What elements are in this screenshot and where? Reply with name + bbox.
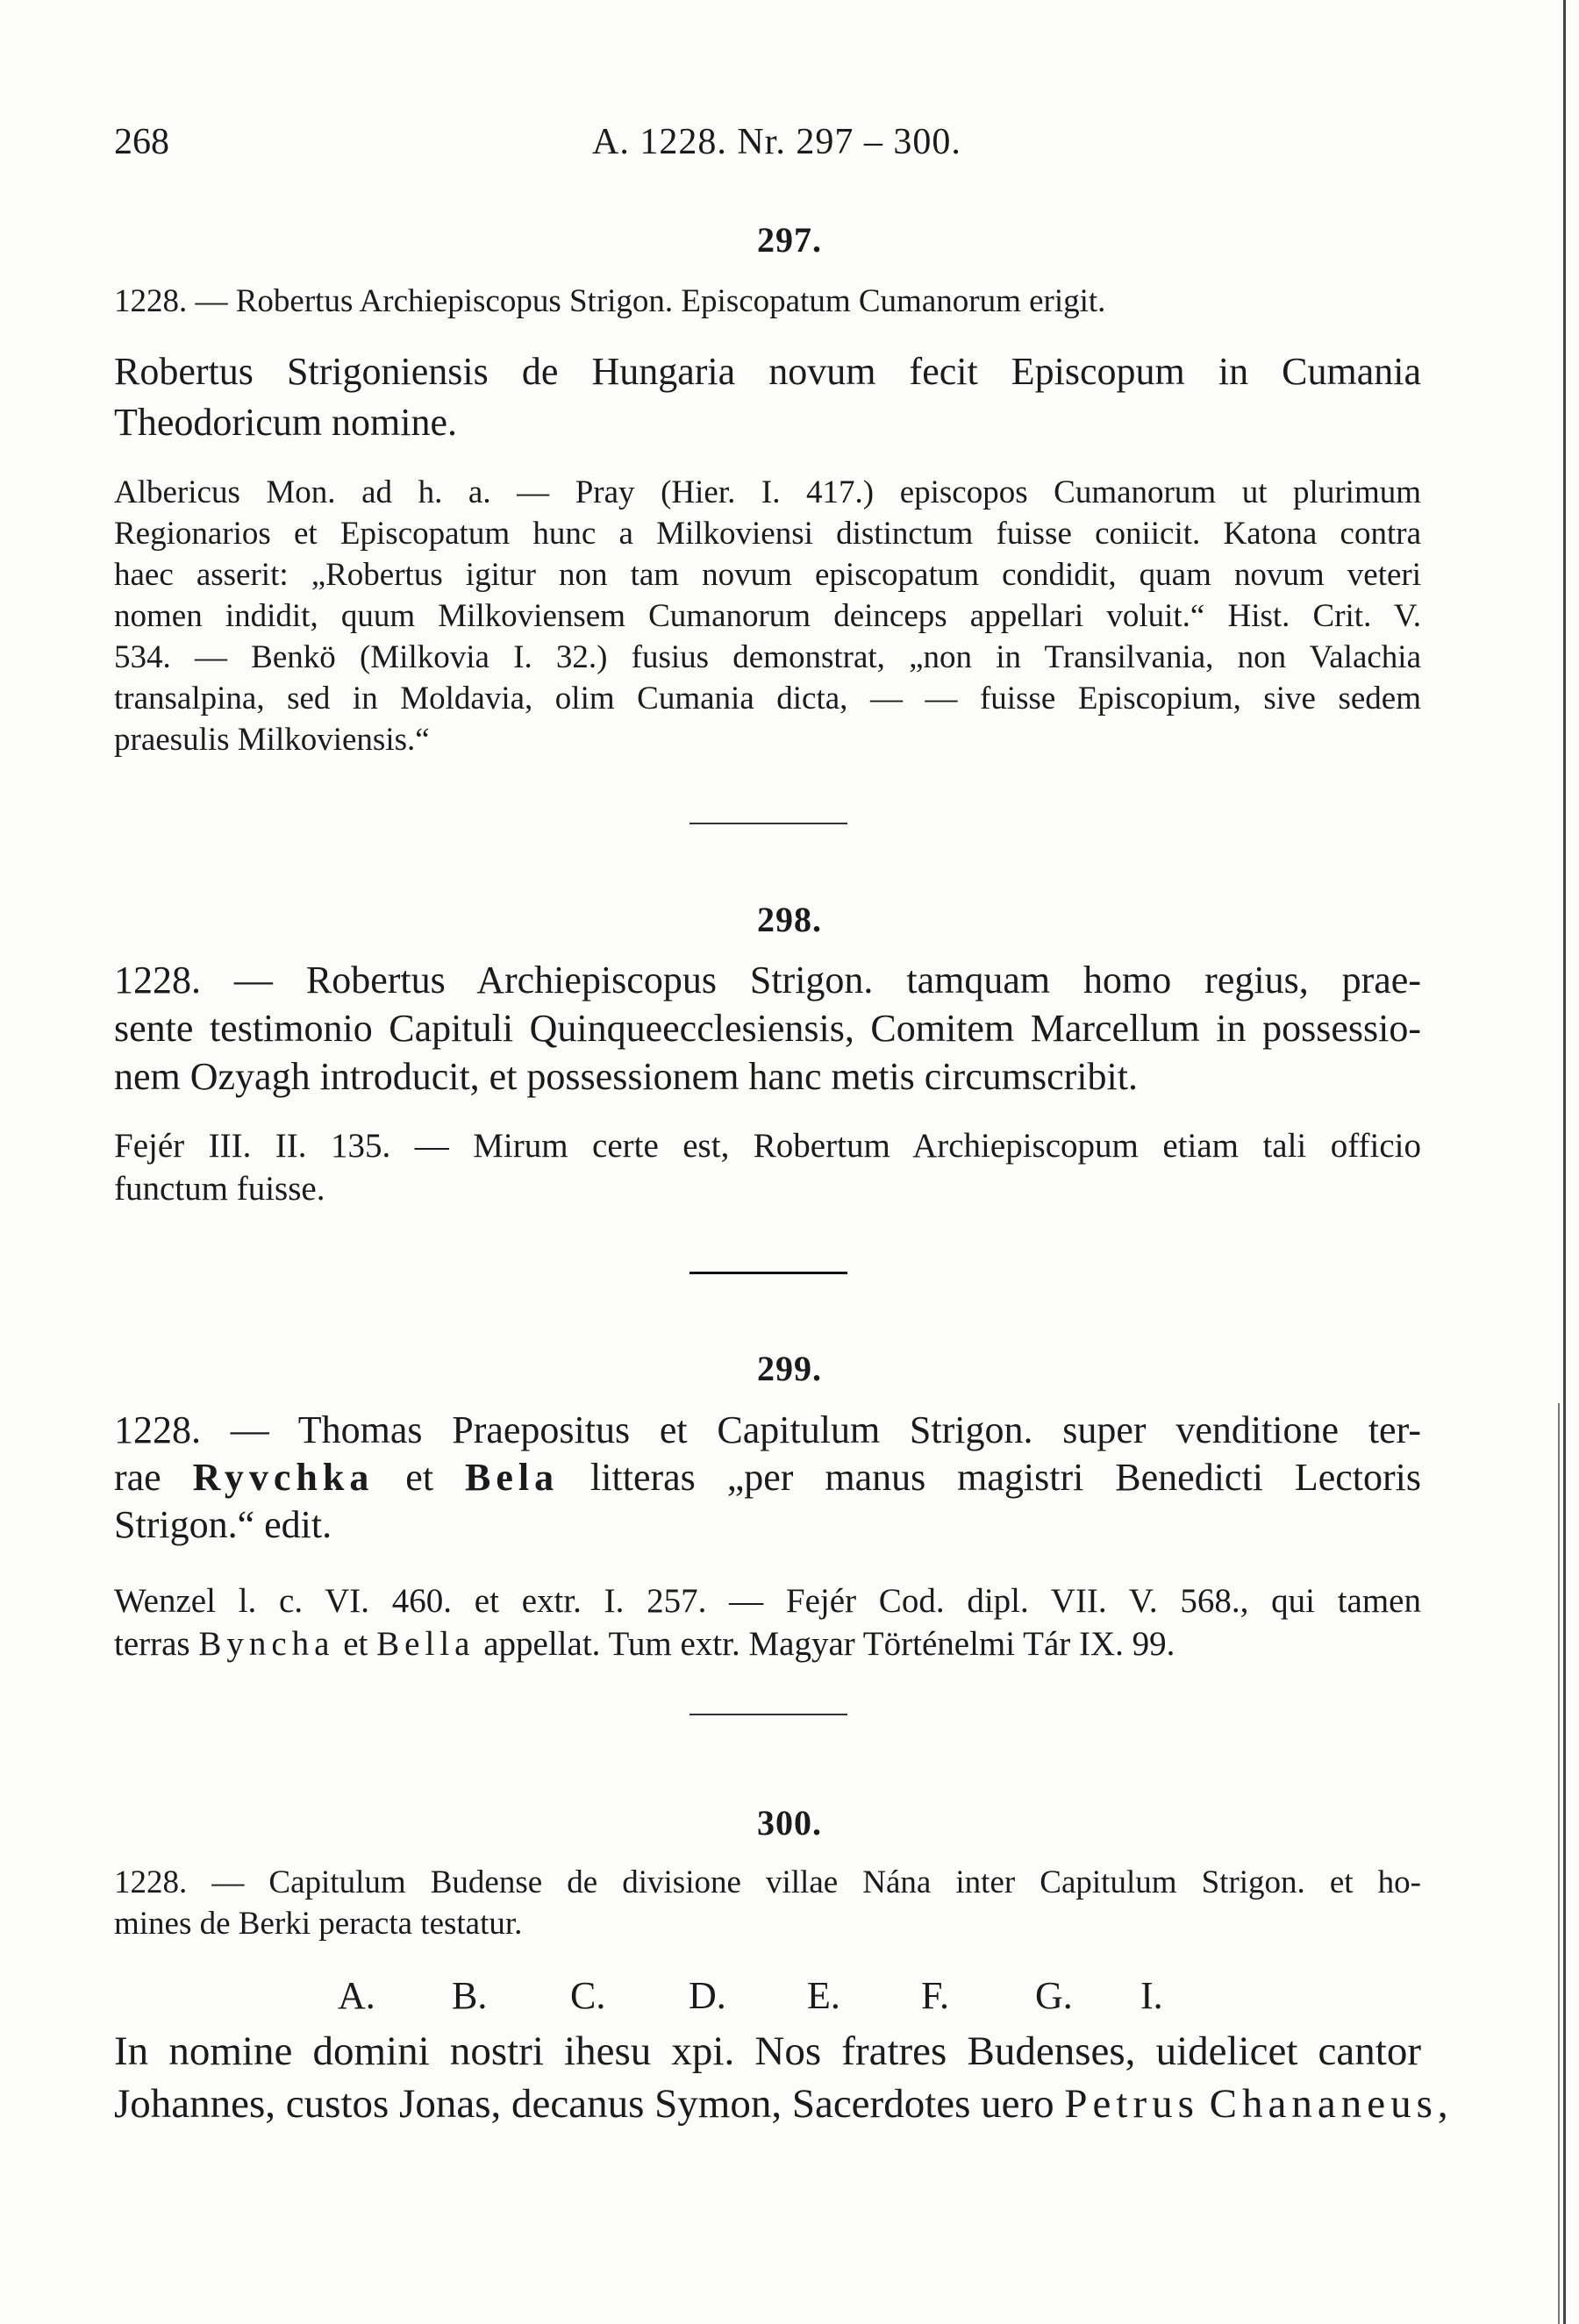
entry-299-summary-line bbox=[114, 1455, 1421, 1500]
entry-299-summary-line: 1228. — Thomas Praepositus et Capitulum Strigon. super venditione ter- bbox=[114, 1408, 1421, 1451]
text-fragment: terras bbox=[114, 1625, 190, 1663]
entry-number-298: 298. bbox=[757, 900, 822, 939]
entry-297-summary: 1228. — Robertus Archiepiscopus Strigon. Episcopatum Cumanorum erigit. bbox=[114, 283, 1106, 319]
entry-number-299: 299. bbox=[757, 1349, 822, 1388]
running-title: A. 1228. Nr. 297 – 300. bbox=[592, 122, 961, 162]
entry-300-summary-line: 1228. — Capitulum Budense de divisione villae Nána inter Capitulum Strigon. et ho- bbox=[114, 1864, 1421, 1900]
entry-300-summary-line: mines de Berki peracta testatur. bbox=[114, 1906, 523, 1942]
entry-300-text-line bbox=[114, 2080, 1454, 2128]
witness-siglum: I. bbox=[1140, 1974, 1163, 2017]
entry-297-note-line: praesulis Milkoviensis.“ bbox=[114, 722, 430, 758]
entry-297-note-line: Albericus Mon. ad h. a. — Pray (Hier. I. 417.) episcopos Cumanorum ut plurimum bbox=[114, 474, 1421, 510]
text-fragment: et bbox=[343, 1625, 368, 1663]
entry-299-note-line: Wenzel l. c. VI. 460. et extr. I. 257. — Fejér Cod. dipl. VII. V. 568., qui tamen bbox=[114, 1582, 1421, 1620]
page-edge-line bbox=[1563, 0, 1566, 2324]
witness-siglum: G. bbox=[1035, 1974, 1073, 2017]
entry-299-summary-line: Strigon.“ edit. bbox=[114, 1503, 332, 1546]
separator-rule bbox=[689, 823, 847, 824]
witness-siglum: F. bbox=[921, 1974, 949, 2017]
spaced-name: Bella bbox=[376, 1625, 475, 1663]
entry-297-note-line: 534. — Benkö (Milkovia I. 32.) fusius demonstrat, „non in Transilvania, non Valachia bbox=[114, 639, 1421, 675]
entry-298-note-line: functum fuisse. bbox=[114, 1170, 325, 1208]
entry-299-note-line bbox=[114, 1624, 1421, 1664]
witness-siglum: A. bbox=[338, 1974, 375, 2017]
entry-298-summary-line: nem Ozyagh introducit, et possessionem hanc metis circumscribit. bbox=[114, 1055, 1138, 1098]
text-fragment: rae bbox=[114, 1456, 161, 1499]
entry-300-text-line: In nomine domini nostri ihesu xpi. Nos fratres Budenses, uidelicet cantor bbox=[114, 2028, 1421, 2074]
entry-297-note-line: haec asserit: „Robertus igitur non tam novum episcopatum condidit, quam novum veteri bbox=[114, 557, 1421, 593]
entry-297-text-line: Theodoricum nomine. bbox=[114, 401, 458, 444]
manuscript-witnesses bbox=[114, 1973, 1430, 2026]
witness-siglum: C. bbox=[570, 1974, 606, 2017]
page-edge-shadow bbox=[1558, 1403, 1560, 2324]
witness-siglum: E. bbox=[807, 1974, 840, 2017]
spaced-name: Chananeus, bbox=[1209, 2081, 1454, 2127]
spaced-name: Bela bbox=[465, 1456, 560, 1499]
text-fragment: Johannes, custos Jonas, decanus Symon, Sacerdotes uero bbox=[114, 2081, 1054, 2127]
witness-siglum: D. bbox=[689, 1974, 726, 2017]
entry-number-297: 297. bbox=[757, 220, 822, 260]
text-fragment: et bbox=[405, 1456, 434, 1499]
entry-298-note-line: Fejér III. II. 135. — Mirum certe est, Robertum Archiepiscopum etiam tali officio bbox=[114, 1127, 1421, 1165]
entry-298-summary-line: 1228. — Robertus Archiepiscopus Strigon. tamquam homo regius, prae- bbox=[114, 959, 1421, 1002]
entry-297-note-line: transalpina, sed in Moldavia, olim Cumania dicta, — — fuisse Episcopium, sive sedem bbox=[114, 681, 1421, 716]
spaced-name: Ryvchka bbox=[192, 1456, 375, 1499]
separator-rule bbox=[689, 1272, 847, 1274]
separator-rule bbox=[689, 1714, 847, 1715]
entry-297-note-line: Regionarios et Episcopatum hunc a Milkoviensi distinctum fuisse coniicit. Katona contra bbox=[114, 516, 1421, 552]
text-fragment: appellat. Tum extr. Magyar Történelmi Tár IX. 99. bbox=[483, 1625, 1175, 1663]
spaced-name: Byncha bbox=[198, 1625, 335, 1663]
text-fragment: litteras „per manus magistri Benedicti Lectoris bbox=[590, 1456, 1422, 1499]
page-header bbox=[114, 121, 1430, 174]
page-number: 268 bbox=[114, 122, 169, 162]
entry-297-note-line: nomen indidit, quum Milkoviensem Cumanorum deinceps appellari voluit.“ Hist. Crit. V. bbox=[114, 598, 1421, 634]
entry-number-300: 300. bbox=[757, 1803, 822, 1843]
entry-297-text-line: Robertus Strigoniensis de Hungaria novum fecit Episcopum in Cumania bbox=[114, 350, 1421, 393]
entry-298-summary-line: sente testimonio Capituli Quinqueecclesiensis, Comitem Marcellum in possessio- bbox=[114, 1007, 1421, 1050]
witness-siglum: B. bbox=[452, 1974, 488, 2017]
spaced-name: Petrus bbox=[1064, 2081, 1199, 2127]
